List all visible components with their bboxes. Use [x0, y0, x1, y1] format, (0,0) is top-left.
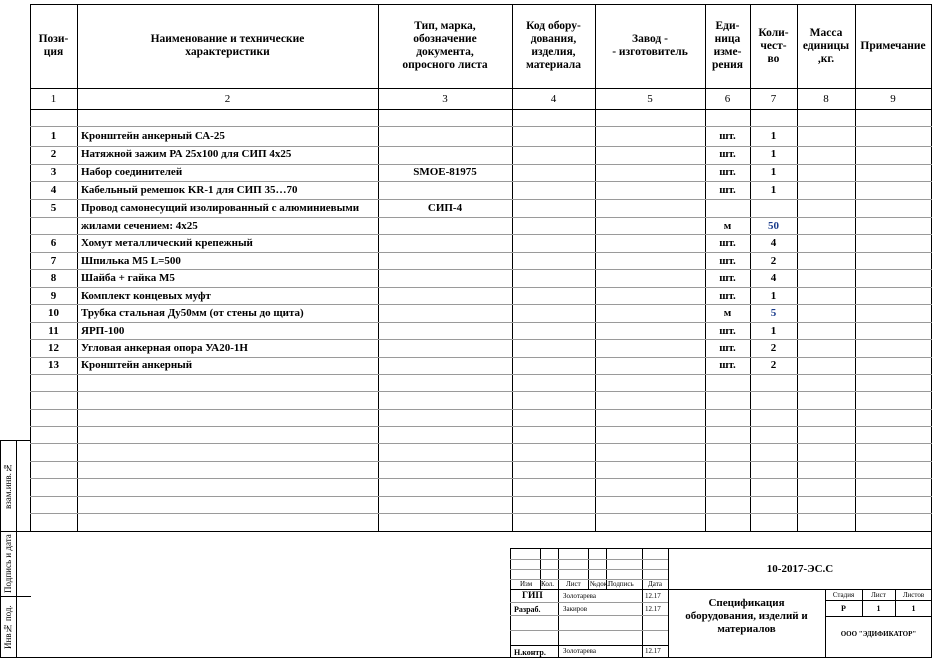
header-manufacturer: Завод - - изготовитель — [612, 33, 688, 58]
row-quantity: 1 — [770, 290, 777, 302]
side-label-inv-izm: взам.инв.№ — [3, 463, 13, 510]
row-name: Натяжной зажим РА 25х100 для СИП 4х25 — [81, 148, 292, 160]
doc-title: Спецификация оборудования, изделий и материалов — [685, 597, 808, 635]
company-name: ООО "ЭДИФИКАТОР" — [840, 630, 917, 638]
row-name: Кабельный ремешок KR-1 для СИП 35…70 — [81, 184, 298, 196]
row-quantity: 4 — [770, 272, 777, 284]
stamp-date: 12.17 — [645, 592, 661, 600]
row-quantity: 2 — [770, 255, 777, 267]
row-type — [378, 235, 512, 252]
column-number: 3 — [442, 93, 448, 105]
row-unit: шт. — [719, 342, 736, 354]
row-type: SMOE-81975 — [413, 166, 477, 178]
row-name: ЯРП-100 — [81, 325, 125, 337]
row-unit: шт. — [719, 148, 736, 160]
row-unit: шт. — [719, 255, 736, 267]
row-position: 4 — [50, 184, 57, 196]
row-type: СИП-4 — [427, 202, 463, 214]
row-type — [378, 146, 512, 163]
row-type — [378, 270, 512, 287]
row-name: жилами сечением: 4х25 — [81, 220, 198, 232]
stamp-role: Н.контр. — [514, 648, 546, 657]
side-label-inv-podl: Инв№ под. — [3, 605, 13, 650]
row-quantity: 2 — [770, 359, 777, 371]
row-position: 5 — [50, 202, 57, 214]
row-name: Комплект концевых муфт — [81, 290, 211, 302]
row-position: 7 — [50, 255, 57, 267]
header-type: Тип, марка, обозначение документа, опросного листа — [402, 20, 488, 71]
row-position: 12 — [48, 342, 59, 354]
row-position: 1 — [50, 130, 57, 142]
row-position: 10 — [48, 307, 59, 319]
column-number: 4 — [550, 93, 557, 105]
row-unit: шт. — [719, 325, 736, 337]
row-unit: шт. — [719, 237, 736, 249]
stamp-person-name: Золотарева — [563, 647, 596, 655]
stamp-role: Разраб. — [514, 605, 541, 614]
stamp-header-ndok: №док. — [590, 580, 609, 588]
row-name: Кронштейн анкерный СА-25 — [81, 130, 225, 142]
row-position: 11 — [48, 325, 59, 337]
row-quantity: 5 — [770, 307, 777, 319]
stage-header-stadiya: Стадия — [832, 591, 855, 599]
stamp-header-list: Лист — [566, 580, 581, 588]
row-position: 8 — [50, 272, 57, 284]
stamp-date: 12.17 — [645, 647, 661, 655]
header-unit: Еди- ница изме- рения — [712, 20, 743, 71]
row-quantity: 1 — [770, 184, 777, 196]
column-number: 9 — [890, 93, 896, 105]
column-number: 5 — [647, 93, 653, 105]
row-position: 9 — [50, 290, 57, 302]
row-name: Шпилька М5 L=500 — [81, 255, 181, 267]
row-position — [30, 218, 77, 235]
row-unit: шт. — [719, 290, 736, 302]
row-type — [378, 128, 512, 145]
stamp-role: ГИП — [522, 591, 543, 601]
row-type — [378, 253, 512, 270]
stage-header-listov: Листов — [902, 591, 925, 599]
row-name: Угловая анкерная опора УА20-1Н — [81, 342, 248, 354]
row-unit: шт. — [719, 184, 736, 196]
row-type — [378, 218, 512, 235]
row-name: Хомут металлический крепежный — [81, 237, 253, 249]
row-unit: м — [723, 307, 732, 319]
stage-value-stadiya: Р — [841, 604, 846, 613]
row-type — [378, 357, 512, 374]
column-number: 2 — [224, 93, 231, 105]
header-code: Код обору- дования, изделия, материала — [525, 20, 582, 71]
row-position: 3 — [50, 166, 57, 178]
row-name: Провод самонесущий изолированный с алюминиевыми — [81, 202, 360, 214]
row-quantity: 4 — [770, 237, 777, 249]
row-quantity: 2 — [770, 342, 777, 354]
stamp-person-name: Золотарева — [563, 592, 596, 600]
row-quantity: 50 — [768, 220, 779, 232]
row-unit — [705, 200, 750, 217]
stamp-header-podpis: Подпись — [608, 580, 634, 588]
column-number: 6 — [724, 93, 731, 105]
row-quantity: 1 — [770, 148, 777, 160]
row-unit: м — [723, 220, 732, 232]
row-quantity: 1 — [770, 325, 777, 337]
column-number: 1 — [50, 93, 57, 105]
stage-value-list: 1 — [876, 604, 881, 613]
row-type — [378, 288, 512, 305]
stamp-header-izm: Изм — [520, 580, 533, 588]
row-type — [378, 340, 512, 357]
row-name: Шайба + гайка М5 — [81, 272, 175, 284]
header-position: Пози- ция — [38, 33, 69, 58]
row-unit: шт. — [719, 272, 736, 284]
row-type — [378, 182, 512, 199]
side-label-signature-date: Подпись и дата — [3, 534, 13, 594]
row-unit: шт. — [719, 359, 736, 371]
row-type — [378, 323, 512, 340]
row-quantity — [750, 200, 797, 217]
row-unit: шт. — [719, 166, 736, 178]
row-position: 13 — [48, 359, 59, 371]
row-name: Набор соединителей — [81, 166, 183, 178]
row-quantity: 1 — [770, 166, 777, 178]
header-name: Наименование и технические характеристики — [150, 33, 305, 58]
stage-header-list: Лист — [871, 591, 886, 599]
doc-code: 10-2017-ЭС.С — [766, 563, 834, 575]
stamp-header-data: Дата — [648, 580, 662, 588]
row-name: Кронштейн анкерный — [81, 359, 193, 371]
row-name: Трубка стальная Ду50мм (от стены до щита) — [81, 307, 304, 319]
row-position: 6 — [50, 237, 57, 249]
stamp-date: 12.17 — [645, 605, 661, 613]
row-quantity: 1 — [770, 130, 777, 142]
column-number: 7 — [770, 93, 777, 105]
header-note: Примечание — [860, 39, 926, 52]
column-number: 8 — [823, 93, 829, 105]
stage-value-listov: 1 — [911, 604, 916, 613]
stamp-person-name: Закиров — [563, 605, 588, 613]
row-position: 2 — [50, 148, 57, 160]
row-unit: шт. — [719, 130, 736, 142]
header-quantity: Коли- чест- во — [758, 26, 789, 65]
stamp-header-kol: Кол. — [541, 580, 554, 588]
header-mass: Масса единицы ,кг. — [802, 26, 850, 65]
row-type — [378, 305, 512, 322]
